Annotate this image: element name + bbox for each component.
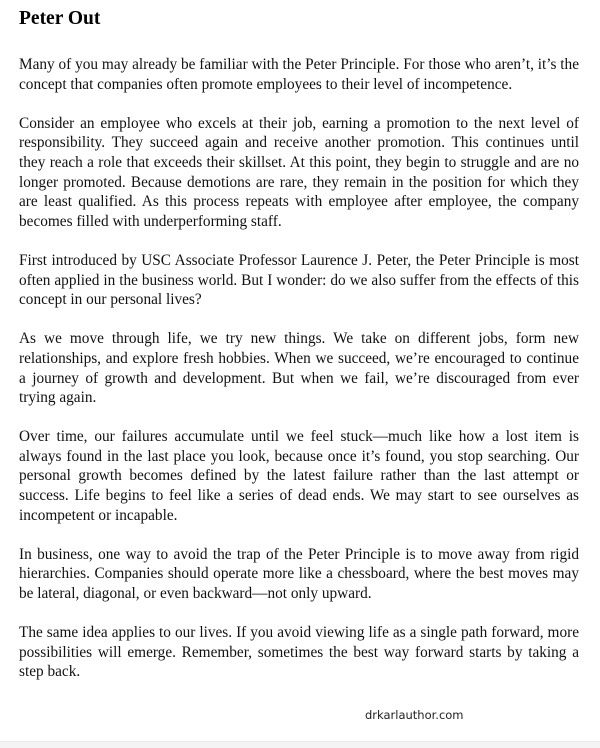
paragraph-2: Consider an employee who excels at their job, earning a promotion to the next level of responsibility. They succeed again and receive another promotion. This continues until they reach a role that exceeds their skillset. At this point, they begin to struggle and are no longer promoted. Because demotions are rare, they remain in the position for which they are least qualified. As this process repeats with employee after employee, the company becomes filled with underperforming staff. [19, 114, 579, 230]
document-title: Peter Out [19, 8, 101, 29]
document-body [19, 55, 579, 702]
paragraph-6: In business, one way to avoid the trap of the Peter Principle is to move away from rigid hierarchies. Companies should operate more like a chessboard, where the best moves may be lateral, diagonal, or even backward—not only upward. [19, 545, 579, 603]
paragraph-4: As we move through life, we try new things. We take on different jobs, form new relationships, and explore fresh hobbies. When we succeed, we’re encouraged to continue a journey of growth and development. But when we fail, we’re discouraged from ever trying again. [19, 330, 579, 407]
paragraph-3: First introduced by USC Associate Professor Laurence J. Peter, the Peter Principle is most often applied in the business world. But I wonder: do we also suffer from the effects of this concept in our personal lives? [19, 251, 579, 309]
author-website-footer: drkarlauthor.com [365, 708, 464, 722]
paragraph-7: The same idea applies to our lives. If you avoid viewing life as a single path forward, more possibilities will emerge. Remember, sometimes the best way forward starts by taking a step back. [19, 624, 579, 681]
paragraph-1: Many of you may already be familiar with the Peter Principle. For those who aren’t, it’s the concept that companies often promote employees to their level of incompetence. [19, 56, 579, 93]
paragraph-5: Over time, our failures accumulate until we feel stuck—much like how a lost item is always found in the last place you look, because once it’s found, you stop searching. Our personal growth becomes defined by the latest failure rather than the last attempt or success. Life begins to feel like a series of dead ends. We may start to see ourselves as incompetent or incapable. [19, 428, 579, 524]
